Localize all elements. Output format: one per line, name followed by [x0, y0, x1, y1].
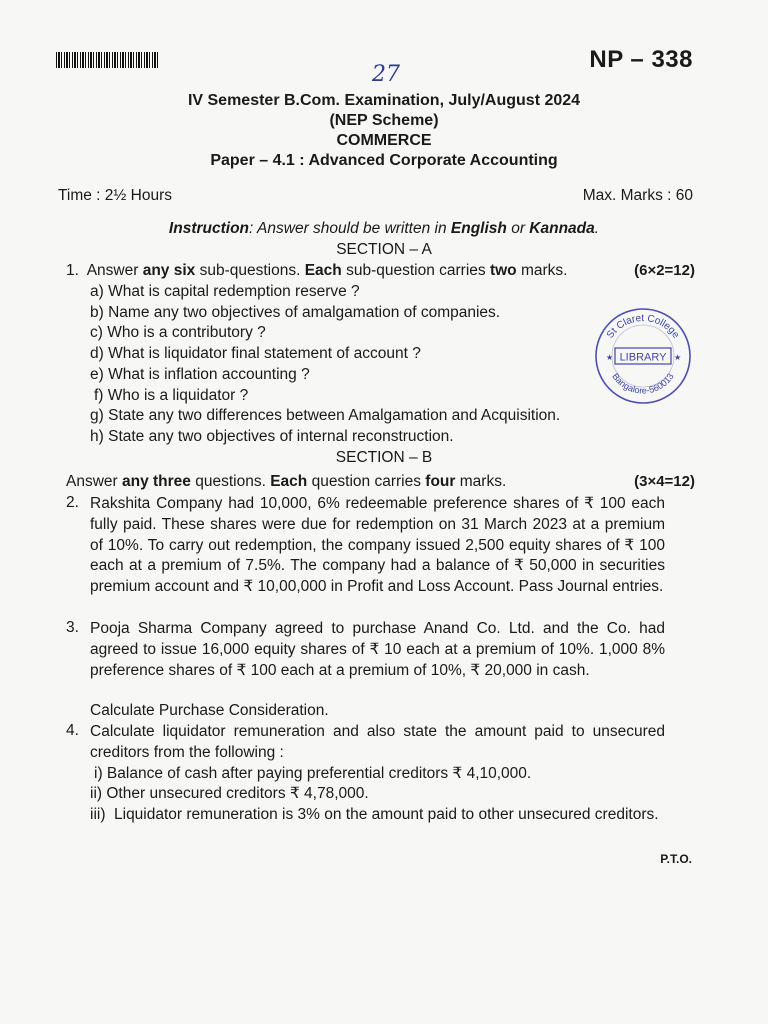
svg-text:★: ★ — [606, 353, 614, 362]
section-b-title: SECTION – B — [335, 449, 433, 466]
max-marks: Max. Marks : 60 — [582, 187, 693, 204]
list-item: b) Name any two objectives of amalgamation of companies. — [90, 304, 501, 321]
section-a-marks: (6×2=12) — [634, 262, 695, 279]
pto-label: P.T.O. — [660, 852, 692, 866]
time-label: Time : 2½ Hours — [58, 187, 172, 204]
list-item: d) What is liquidator final statement of account ? — [90, 345, 421, 362]
library-stamp — [588, 306, 698, 406]
stamp-bottom-text: Bangalore-560013 — [610, 371, 676, 396]
scheme-title: (NEP Scheme) — [329, 112, 439, 129]
list-item: g) State any two differences between Amalgamation and Acquisition. — [90, 407, 561, 424]
exam-title: IV Semester B.Com. Examination, July/August 2024 — [187, 92, 581, 109]
list-item: i) Balance of cash after paying preferential creditors ₹ 4,10,000. — [94, 765, 532, 782]
question-2: Rakshita Company had 10,000, 6% redeemable preference shares of ₹ 100 each fully paid. These shares were due for redemption on 31 March 2023 at a premium of 10%. To carry out redemption, the company issued 2,500 equity shares of ₹ 100 each at a premium of 7.5%. The company had a balance of ₹ 50,000 in securities premium account and ₹ 10,00,000 in Profit and Loss Account. Pass Journal entries. — [90, 495, 665, 596]
question-number: 3. — [66, 619, 79, 636]
list-item: c) Who is a contributory ? — [90, 324, 266, 341]
list-item: f) Who is a liquidator ? — [94, 387, 249, 404]
stamp-top-text: St Claret College — [604, 312, 682, 341]
list-item: ii) Other unsecured creditors ₹ 4,78,000. — [90, 785, 369, 802]
section-b-marks: (3×4=12) — [634, 473, 695, 490]
svg-text:Bangalore-560013 — [610, 371, 675, 395]
stamp-center-text: LIBRARY — [619, 351, 667, 364]
section-a-title: SECTION – A — [336, 241, 432, 258]
paper-title: Paper – 4.1 : Advanced Corporate Accounting — [210, 152, 558, 169]
question-3-task: Calculate Purchase Consideration. — [90, 702, 329, 719]
question-number: 4. — [66, 722, 79, 739]
barcode — [56, 52, 160, 68]
question-1: 1. Answer any six sub-questions. Each sub-question carries two marks. — [66, 262, 568, 279]
list-item: e) What is inflation accounting ? — [90, 366, 310, 383]
svg-text:★: ★ — [674, 353, 682, 362]
paper-code: NP – 338 — [589, 46, 693, 73]
subject-title: COMMERCE — [336, 132, 432, 149]
question-3: Pooja Sharma Company agreed to purchase Anand Co. Ltd. and the Co. had agreed to issue 16,000 equity shares of ₹ 10 each at a premium of 10%. 1,000 8% preference shares of ₹ 100 each at a premium of 10%, ₹ 20,000 in cash. — [90, 620, 665, 679]
handwritten-number: 27 — [372, 62, 400, 87]
list-item: h) State any two objectives of internal reconstruction. — [90, 428, 454, 445]
instruction: Instruction: Answer should be written in English or Kannada. — [168, 220, 600, 237]
instruction-label: Instruction — [168, 220, 250, 237]
question-number: 2. — [66, 494, 79, 511]
list-item: a) What is capital redemption reserve ? — [90, 283, 360, 300]
section-b-instruction: Answer any three questions. Each question carries four marks. — [66, 473, 507, 490]
question-4: Calculate liquidator remuneration and also state the amount paid to unsecured creditors from the following : — [90, 723, 665, 761]
list-item: iii) Liquidator remuneration is 3% on the amount paid to other unsecured creditors. — [90, 806, 659, 823]
